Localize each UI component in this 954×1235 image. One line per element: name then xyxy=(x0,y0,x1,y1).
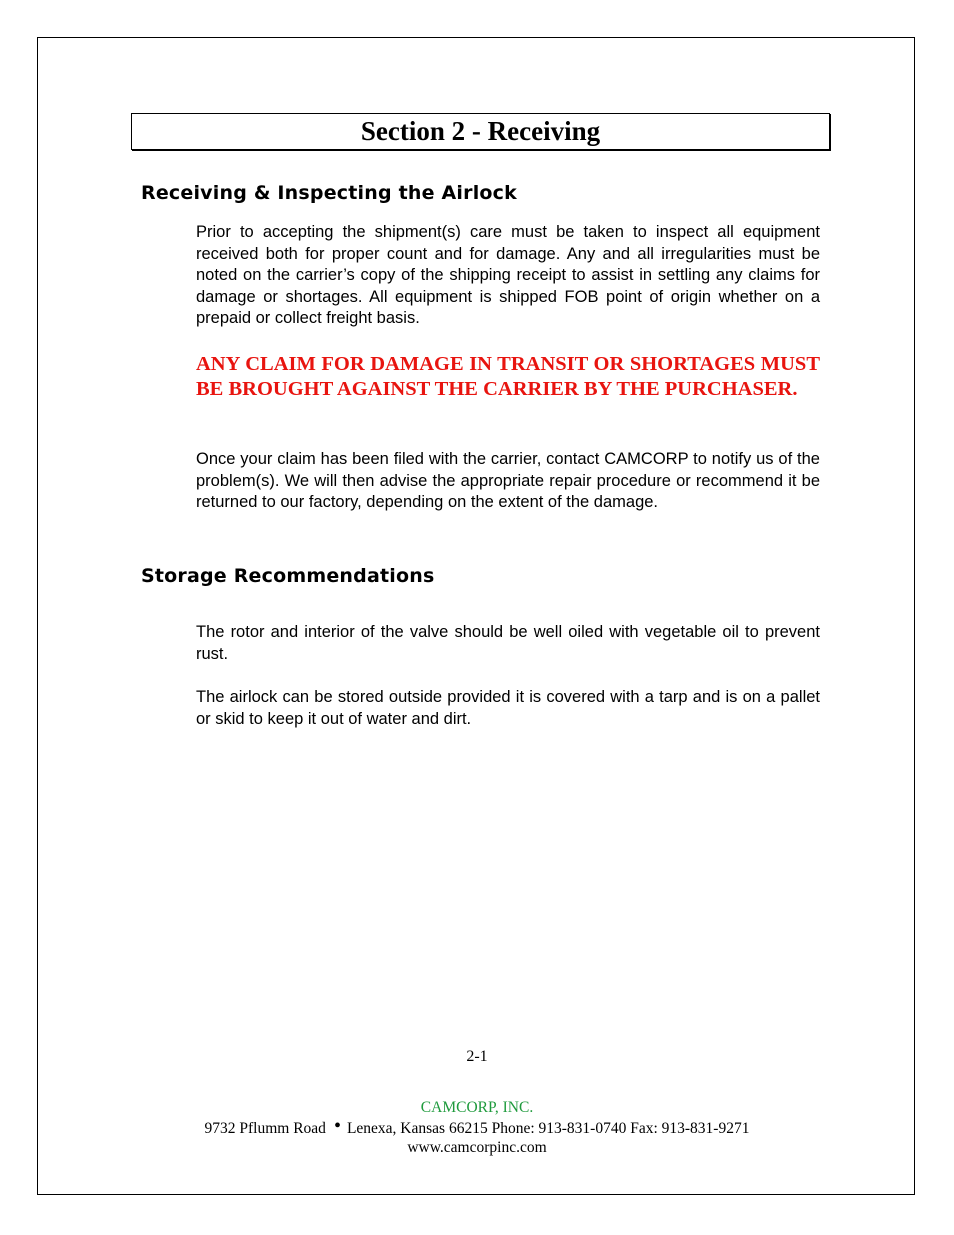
page-number: 2-1 xyxy=(466,1048,488,1065)
heading-storage-recommendations: Storage Recommendations xyxy=(141,565,435,587)
damage-claim-warning: ANY CLAIM FOR DAMAGE IN TRANSIT OR SHORTAGES MUST BE BROUGHT AGAINST THE CARRIER BY THE PURCHASER. xyxy=(196,353,820,400)
footer-website: www.camcorpinc.com xyxy=(407,1139,547,1156)
footer-city-phone-fax: Lenexa, Kansas 66215 Phone: 913-831-0740 Fax: 913-831-9271 xyxy=(346,1120,750,1137)
footer-address xyxy=(0,1115,954,1139)
paragraph-inspection-instructions: Prior to accepting the shipment(s) care must be taken to inspect all equipment received both for proper count and for damage. Any and all irregularities must be noted on the carrier’s copy of the shipping receipt to assist in settling any claims for damage or shortages. All equipment is shipped FOB point of origin whether on a prepaid or collect freight basis. xyxy=(196,223,820,327)
footer-street: 9732 Pflumm Road xyxy=(204,1120,326,1137)
section-title: Section 2 - Receiving xyxy=(360,116,601,146)
paragraph-claim-followup: Once your claim has been filed with the carrier, contact CAMCORP to notify us of the problem(s). We will then advise the appropriate repair procedure or recommend it be returned to our factory, depending on the extent of the damage. xyxy=(196,450,820,511)
page-border xyxy=(37,37,915,1195)
section-title-box xyxy=(131,113,830,150)
bullet-separator-icon: • xyxy=(333,1115,341,1137)
heading-receiving-inspecting: Receiving & Inspecting the Airlock xyxy=(141,182,517,204)
paragraph-storage-oil: The rotor and interior of the valve should be well oiled with vegetable oil to prevent rust. xyxy=(196,623,820,663)
footer-company-name: CAMCORP, INC. xyxy=(420,1099,534,1116)
paragraph-storage-outside: The airlock can be stored outside provided it is covered with a tarp and is on a pallet or skid to keep it out of water and dirt. xyxy=(196,688,820,728)
